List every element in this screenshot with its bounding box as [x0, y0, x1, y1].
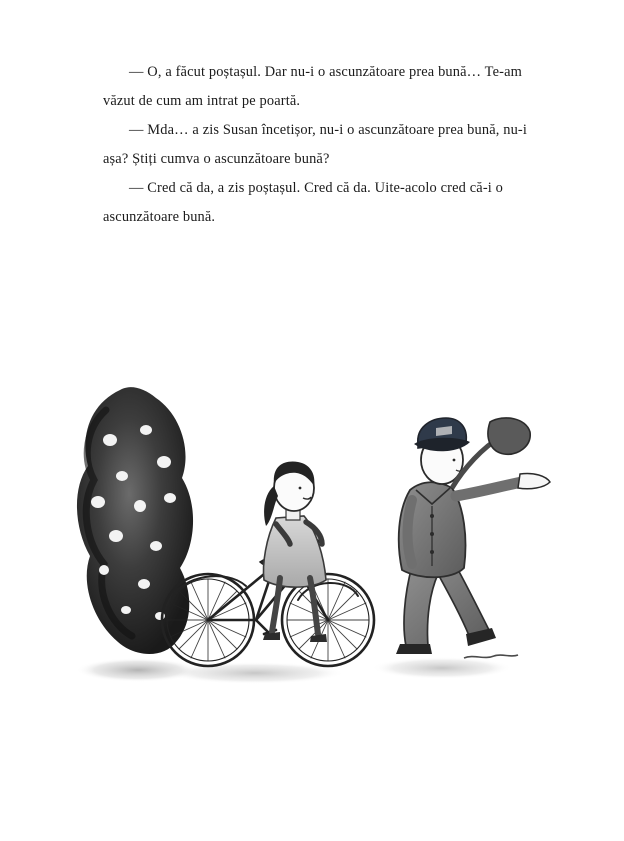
postman: [396, 418, 550, 658]
girl-on-bicycle: [263, 462, 327, 642]
body-text: [103, 58, 533, 232]
paragraph: — Cred că da, a zis poștașul. Cred că da. Uite-acolo cred că-i o ascunzătoare bună.: [103, 180, 504, 225]
ground-scribble: [464, 655, 518, 658]
postman-pointing-arm: [456, 482, 522, 496]
paragraph: — O, a făcut poștașul. Dar nu-i o ascunzătoare prea bună… Te-am văzut de cum am intrat pe poartă.: [103, 64, 522, 109]
postman-other-arm: [408, 500, 413, 564]
paragraph: — Mda… a zis Susan încetișor, nu-i o ascunzătoare prea bună, nu-i așa? Știți cumva o ascunzătoare bună?: [103, 122, 528, 167]
dark-bush: [77, 387, 193, 654]
mail-bag: [488, 418, 530, 454]
postman-pointing-hand: [518, 473, 550, 488]
illustration-drawing: [60, 370, 570, 710]
ground-shadow-postman: [372, 657, 512, 679]
illustration: [60, 370, 570, 710]
